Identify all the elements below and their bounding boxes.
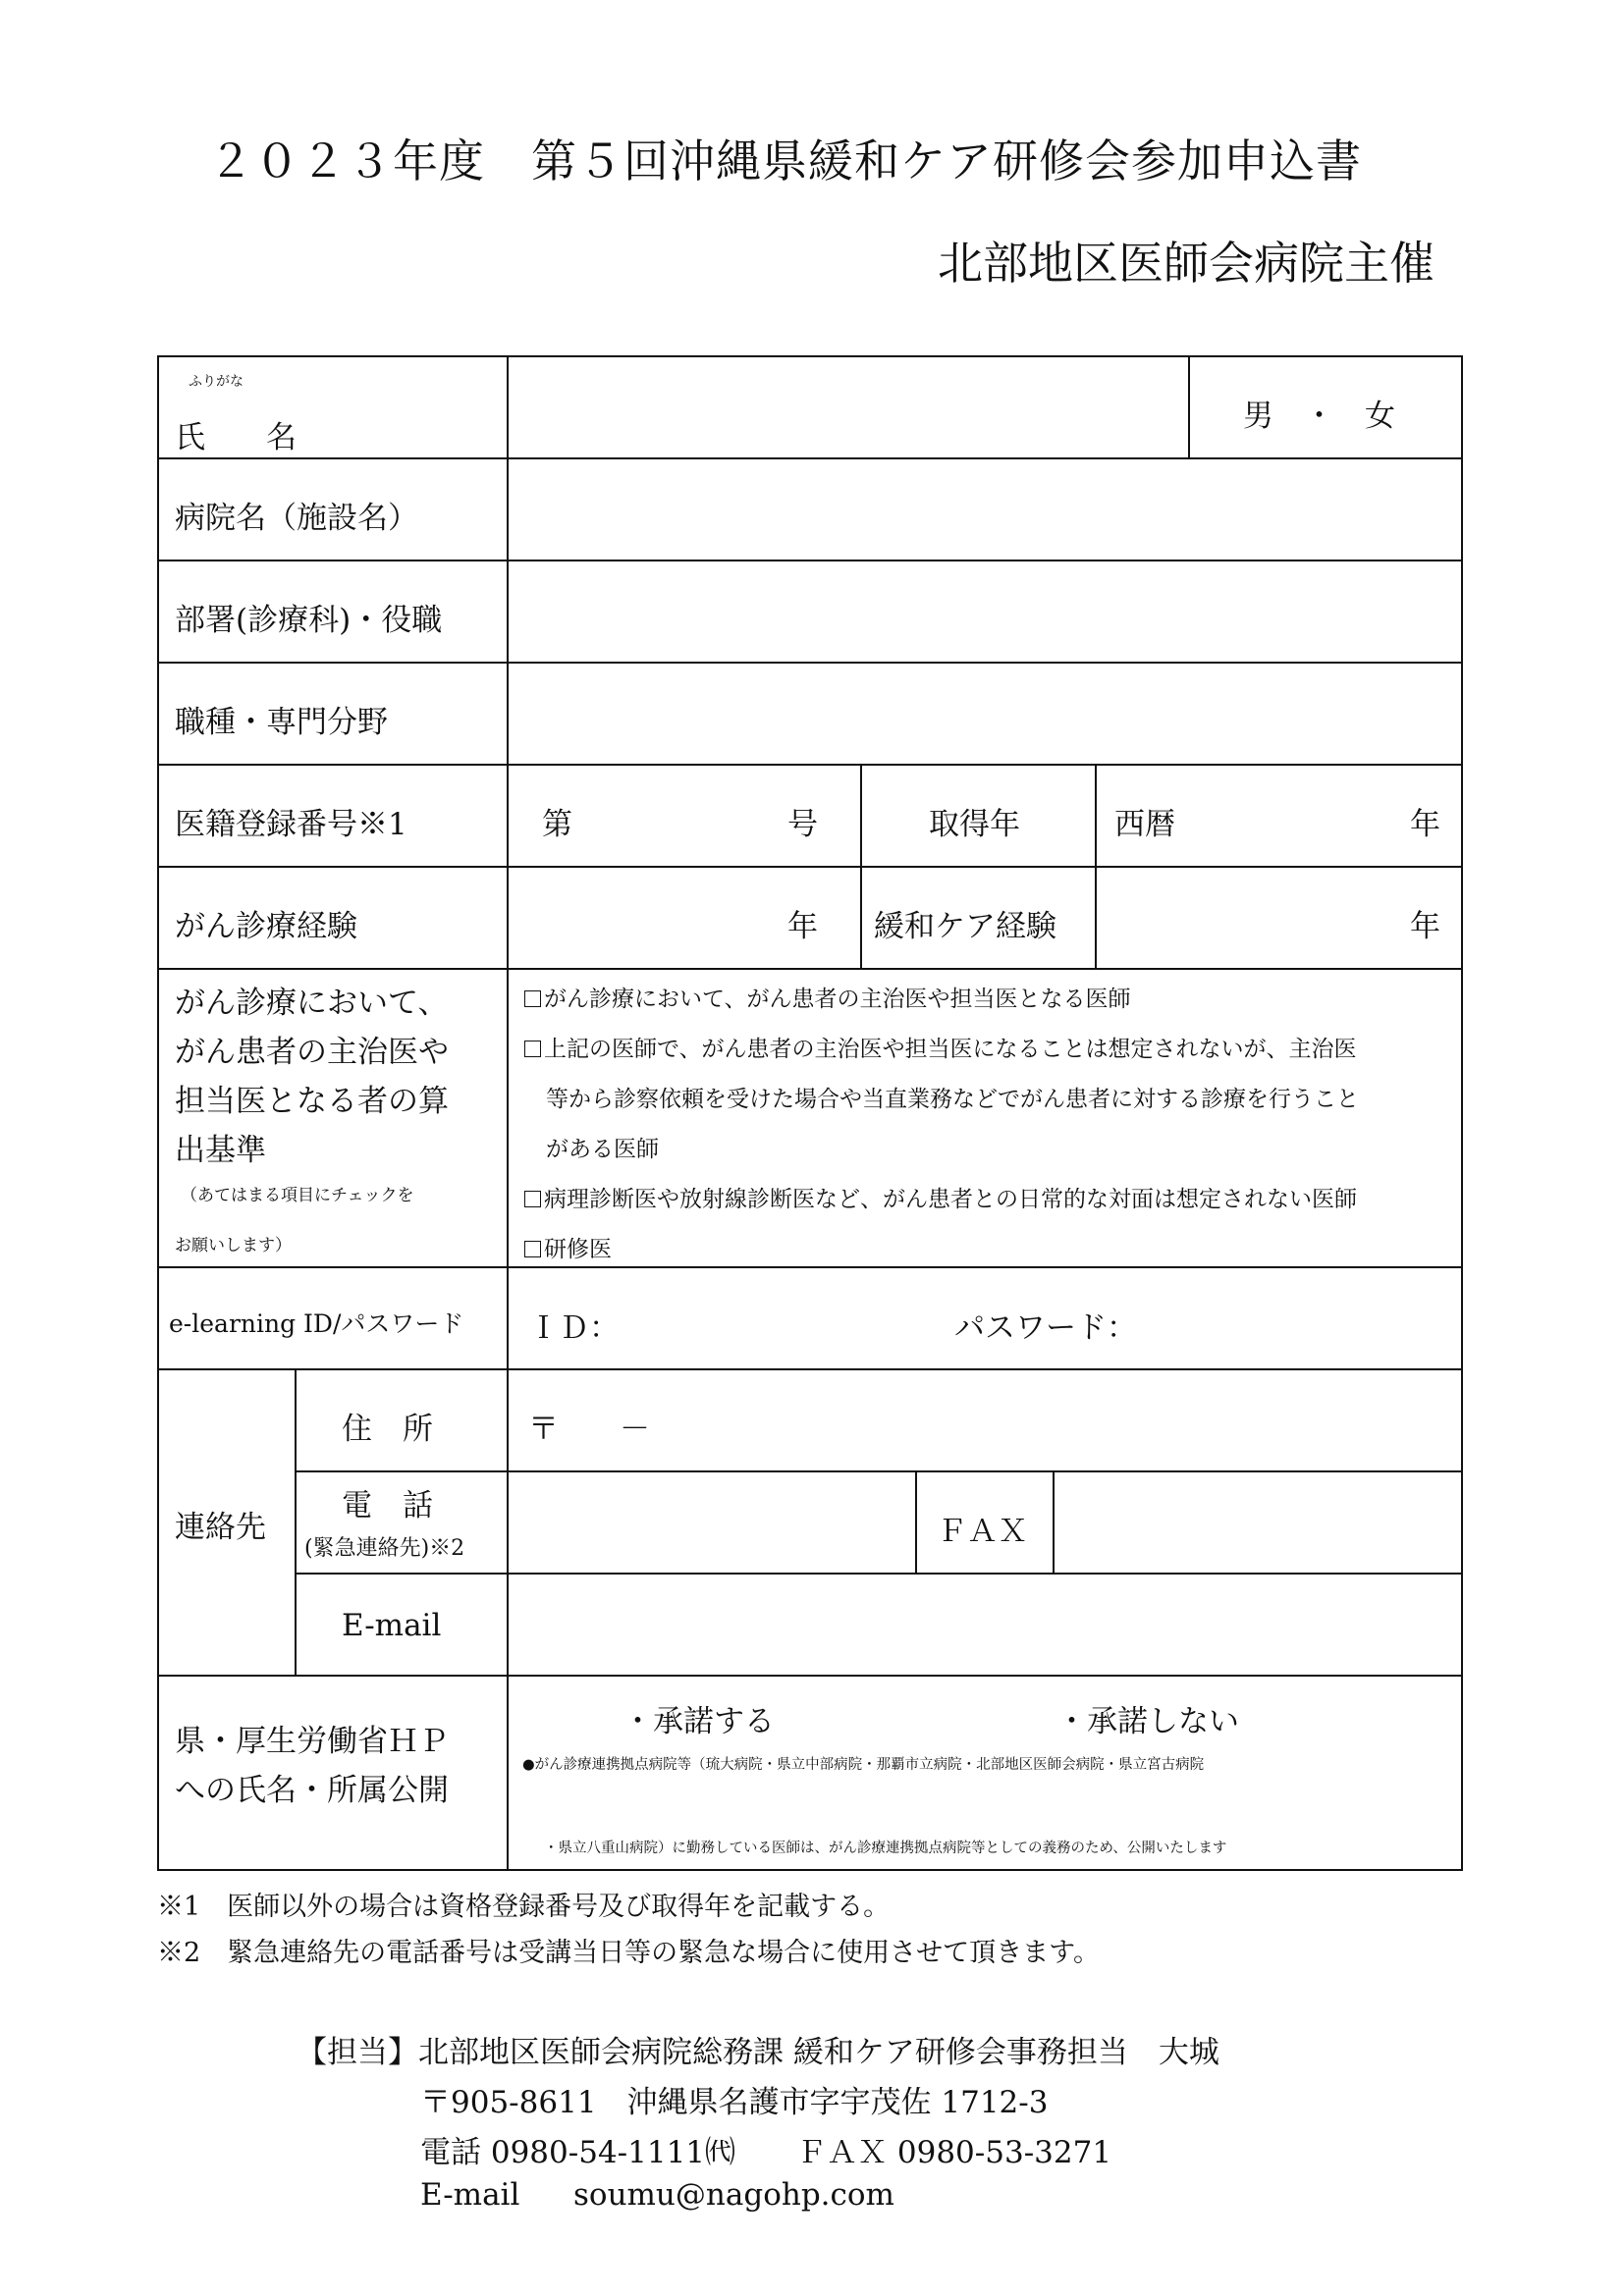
publish-disagree[interactable]: ・承諾しない [1056, 1704, 1239, 1739]
column-divider [1095, 764, 1097, 968]
cancer-experience-label: がん診療経験 [175, 909, 357, 944]
fax-label: ＦＡＸ [937, 1514, 1028, 1549]
seireki-label: 西暦 [1114, 807, 1175, 842]
email-label: E-mail [342, 1608, 442, 1643]
contact-divider [295, 1368, 297, 1675]
footnote: ※1 医師以外の場合は資格登録番号及び取得年を記載する。 [157, 1892, 891, 1922]
row-divider [157, 764, 1463, 766]
license-label: 医籍登録番号※1 [175, 807, 407, 842]
column-divider [860, 764, 862, 968]
application-form [157, 355, 1463, 1871]
checkbox[interactable] [524, 990, 541, 1007]
license-go: 号 [787, 807, 818, 842]
postal-mark: 〒 － [528, 1412, 650, 1447]
checkbox[interactable] [524, 1241, 541, 1257]
occupation-label: 職種・専門分野 [175, 705, 388, 740]
row-divider [295, 1470, 1463, 1472]
row-divider [157, 457, 1463, 459]
department-label: 部署(診療科)・役職 [175, 603, 443, 638]
name-label: 氏 名 [175, 420, 297, 455]
elearning-password-label: パスワード： [954, 1310, 1137, 1346]
checkbox[interactable] [524, 1041, 541, 1057]
contact-person: 【担当】北部地区医師会病院総務課 緩和ケア研修会事務担当 大城 [297, 2035, 1219, 2070]
footnote: ※2 緊急連絡先の電話番号は受講当日等の緊急な場合に使用させて頂きます。 [157, 1938, 1101, 1968]
fax-divider [1053, 1470, 1055, 1573]
fax-divider [915, 1470, 917, 1573]
checkbox[interactable] [524, 1191, 541, 1207]
criteria-note-line: （あてはまる項目にチェックを [181, 1186, 414, 1205]
palliative-experience-label: 緩和ケア経験 [874, 909, 1056, 944]
row-divider [157, 866, 1463, 868]
row-divider [295, 1573, 1463, 1575]
contact-email-label: E-mail [420, 2177, 520, 2213]
criteria-option-continued: 等から診察依頼を受けた場合や当直業務などでがん患者に対する診療を行うこと [546, 1087, 1359, 1112]
publish-note-line: ●がん診療連携拠点病院等（琉大病院・県立中部病院・那覇市立病院・北部地区医師会病院・県立宮古病院 [522, 1757, 1205, 1773]
criteria-option-continued: がある医師 [546, 1137, 659, 1162]
license-year-unit: 年 [1410, 807, 1440, 842]
row-divider [157, 1368, 1463, 1370]
criteria-option[interactable]: がん診療において、がん患者の主治医や担当医となる医師 [524, 981, 1131, 1013]
contact-email[interactable]: soumu@nagohp.com [573, 2177, 894, 2213]
publish-note-line: ・県立八重山病院）に勤務している医師は、がん診療連携拠点病院等としての義務のため、公開いたします [544, 1841, 1227, 1856]
publish-label-line: への氏名・所属公開 [175, 1773, 449, 1808]
criteria-label-line: 担当医となる者の算 [175, 1084, 449, 1119]
gender-choice[interactable]: 男 ・ 女 [1243, 399, 1395, 434]
criteria-option[interactable]: 研修医 [524, 1231, 612, 1263]
criteria-label-line: がん患者の主治医や [175, 1035, 449, 1070]
name-furigana: ふりがな [189, 374, 244, 390]
row-divider [157, 560, 1463, 561]
acquired-year-label: 取得年 [929, 807, 1020, 842]
publish-agree[interactable]: ・承諾する [623, 1704, 775, 1739]
palliative-experience-unit: 年 [1410, 909, 1440, 944]
label-column-divider [507, 355, 509, 1871]
row-divider [157, 1675, 1463, 1677]
license-dai: 第 [542, 807, 572, 842]
gender-divider [1188, 355, 1190, 457]
cancer-experience-unit: 年 [787, 909, 818, 944]
criteria-option[interactable]: 上記の医師で、がん患者の主治医や担当医になることは想定されないが、主治医 [524, 1031, 1357, 1063]
row-divider [157, 1266, 1463, 1268]
row-divider [157, 662, 1463, 664]
address-label: 住 所 [342, 1412, 433, 1447]
criteria-note-line: お願いします） [175, 1236, 292, 1255]
hospital-label: 病院名（施設名） [175, 501, 418, 536]
criteria-label-line: がん診療において、 [175, 986, 449, 1021]
phone-label: 電 話 [342, 1488, 433, 1523]
elearning-id-label: ＩＤ： [528, 1310, 620, 1346]
elearning-label: e-learning ID/パスワード [169, 1309, 464, 1338]
contact-address: 〒905-8611 沖縄県名護市字宇茂佐 1712-3 [420, 2085, 1049, 2120]
form-title: ２０２３年度 第５回沖縄県緩和ケア研修会参加申込書 [208, 134, 1362, 187]
criteria-option[interactable]: 病理診断医や放射線診断医など、がん患者との日常的な対面は想定されない医師 [524, 1181, 1357, 1213]
contact-label: 連絡先 [175, 1510, 266, 1545]
contact-phone-fax: 電話 0980-54-1111㈹ ＦＡＸ 0980-53-3271 [420, 2135, 1112, 2170]
criteria-label-line: 出基準 [175, 1133, 266, 1168]
row-divider [157, 968, 1463, 970]
form-organizer: 北部地区医師会病院主催 [938, 237, 1435, 290]
publish-label-line: 県・厚生労働省ＨＰ [175, 1724, 449, 1759]
phone-note: (緊急連絡先)※2 [304, 1536, 465, 1561]
